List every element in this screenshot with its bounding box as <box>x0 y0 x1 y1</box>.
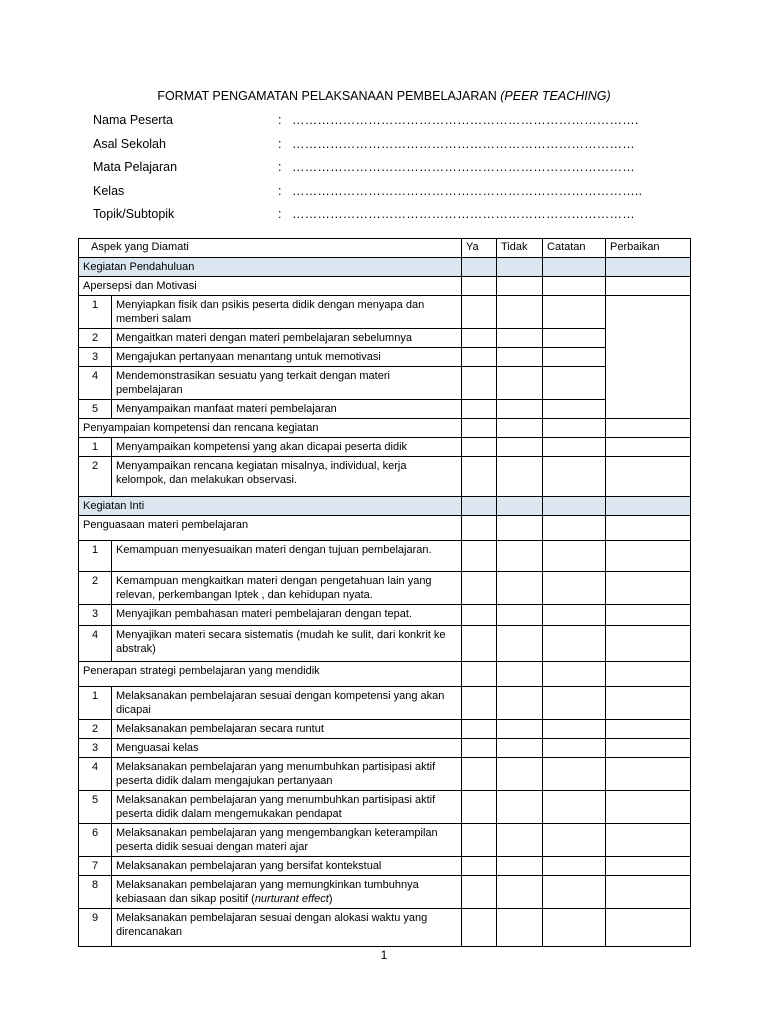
subsection-label: Apersepsi dan Motivasi <box>79 277 462 296</box>
identity-row-sekolah <box>93 135 653 159</box>
item-text: Melaksanakan pembelajaran sesuai dengan alokasi waktu yang direncanakan <box>112 909 462 947</box>
subsection-row <box>79 662 691 687</box>
title-main: FORMAT PENGAMATAN PELAKSANAAN PEMBELAJARAN <box>157 89 501 103</box>
ya-cell[interactable] <box>462 720 497 739</box>
tidak-cell[interactable] <box>497 258 543 277</box>
perbaikan-cell[interactable] <box>606 277 691 296</box>
table-row <box>79 791 691 824</box>
ya-cell[interactable] <box>462 876 497 909</box>
catatan-cell[interactable] <box>543 626 606 662</box>
catatan-cell[interactable] <box>543 457 606 497</box>
tidak-cell[interactable] <box>497 687 543 720</box>
tidak-cell[interactable] <box>497 329 543 348</box>
catatan-cell[interactable] <box>543 400 606 419</box>
identity-label: Mata Pelajaran <box>93 160 178 175</box>
table-header-row <box>79 239 691 258</box>
table-row <box>79 857 691 876</box>
catatan-cell[interactable] <box>543 720 606 739</box>
participant-identity-block <box>93 111 653 229</box>
identity-colon: : <box>278 160 282 175</box>
tidak-cell[interactable] <box>497 541 543 572</box>
perbaikan-cell[interactable] <box>606 605 691 626</box>
subsection-row <box>79 277 691 296</box>
identity-fill-line: ……………………………………………………………………… <box>292 136 635 151</box>
identity-row-topik <box>93 205 653 229</box>
subsection-label: Penguasaan materi pembelajaran <box>79 516 462 541</box>
perbaikan-cell[interactable] <box>606 516 691 541</box>
tidak-cell[interactable] <box>497 400 543 419</box>
section-label: Kegiatan Inti <box>79 497 462 516</box>
tidak-cell[interactable] <box>497 720 543 739</box>
ya-cell[interactable] <box>462 367 497 400</box>
ya-cell[interactable] <box>462 662 497 687</box>
perbaikan-cell[interactable] <box>606 857 691 876</box>
table-row <box>79 541 691 572</box>
tidak-cell[interactable] <box>497 419 543 438</box>
table-row <box>79 876 691 909</box>
item-number: 4 <box>79 626 112 662</box>
tidak-cell[interactable] <box>497 438 543 457</box>
perbaikan-cell[interactable] <box>606 626 691 662</box>
item-number: 8 <box>79 876 112 909</box>
item-text: Menguasai kelas <box>112 739 462 758</box>
header-perbaikan: Perbaikan <box>606 239 691 258</box>
item-text: Mengaitkan materi dengan materi pembelajaran sebelumnya <box>112 329 462 348</box>
header-ya: Ya <box>462 239 497 258</box>
item-text: Menyajikan pembahasan materi pembelajaran dengan tepat. <box>112 605 462 626</box>
catatan-cell[interactable] <box>543 419 606 438</box>
catatan-cell[interactable] <box>543 348 606 367</box>
ya-cell[interactable] <box>462 497 497 516</box>
item-number: 3 <box>79 348 112 367</box>
identity-colon: : <box>278 183 282 198</box>
catatan-cell[interactable] <box>543 572 606 605</box>
header-aspek: Aspek yang Diamati <box>79 239 462 258</box>
identity-colon: : <box>278 207 282 222</box>
ya-cell[interactable] <box>462 626 497 662</box>
tidak-cell[interactable] <box>497 909 543 947</box>
ya-cell[interactable] <box>462 438 497 457</box>
identity-colon: : <box>278 136 282 151</box>
subsection-label: Penerapan strategi pembelajaran yang mendidik <box>79 662 462 687</box>
section-row <box>79 497 691 516</box>
table-row <box>79 739 691 758</box>
table-row <box>79 758 691 791</box>
item-number: 7 <box>79 857 112 876</box>
perbaikan-cell[interactable] <box>606 720 691 739</box>
item-number: 5 <box>79 791 112 824</box>
table-row <box>79 457 691 497</box>
item-number: 1 <box>79 438 112 457</box>
perbaikan-cell[interactable] <box>606 419 691 438</box>
item-number: 2 <box>79 329 112 348</box>
item-text: Menyiapkan fisik dan psikis peserta didik dengan menyapa dan memberi salam <box>112 296 462 329</box>
tidak-cell[interactable] <box>497 791 543 824</box>
item-text-main: Melaksanakan pembelajaran yang memungkinkan tumbuhnya kebiasaan dan sikap positif ( <box>116 879 419 905</box>
perbaikan-cell[interactable] <box>606 739 691 758</box>
table-row <box>79 572 691 605</box>
ya-cell[interactable] <box>462 277 497 296</box>
subsection-row <box>79 419 691 438</box>
tidak-cell[interactable] <box>497 739 543 758</box>
item-text: Mendemonstrasikan sesuatu yang terkait dengan materi pembelajaran <box>112 367 462 400</box>
perbaikan-cell[interactable] <box>606 791 691 824</box>
identity-label: Topik/Subtopik <box>93 207 175 222</box>
item-text: Kemampuan mengkaitkan materi dengan pengetahuan lain yang relevan, perkembangan Iptek , dan kehidupan nyata. <box>112 572 462 605</box>
ya-cell[interactable] <box>462 687 497 720</box>
table-row <box>79 438 691 457</box>
table-row <box>79 329 691 348</box>
item-text: Melaksanakan pembelajaran yang bersifat kontekstual <box>112 857 462 876</box>
catatan-cell[interactable] <box>543 909 606 947</box>
section-row <box>79 258 691 277</box>
ya-cell[interactable] <box>462 739 497 758</box>
catatan-cell[interactable] <box>543 791 606 824</box>
item-number: 1 <box>79 296 112 329</box>
item-text: Melaksanakan pembelajaran yang menumbuhkan partisipasi aktif peserta didik dalam mengemukakan pendapat <box>112 791 462 824</box>
ya-cell[interactable] <box>462 400 497 419</box>
section-label: Kegiatan Pendahuluan <box>79 258 462 277</box>
item-text: Melaksanakan pembelajaran yang menumbuhkan partisipasi aktif peserta didik dalam mengajukan pertanyaan <box>112 758 462 791</box>
perbaikan-cell[interactable] <box>606 909 691 947</box>
table-row <box>79 296 691 329</box>
identity-row-mapel <box>93 158 653 182</box>
table-row <box>79 824 691 857</box>
perbaikan-cell[interactable] <box>606 824 691 857</box>
item-text: Melaksanakan pembelajaran yang mengembangkan keterampilan peserta didik sesuai dengan materi ajar <box>112 824 462 857</box>
ya-cell[interactable] <box>462 516 497 541</box>
tidak-cell[interactable] <box>497 662 543 687</box>
catatan-cell[interactable] <box>543 296 606 329</box>
item-text: Menyajikan materi secara sistematis (mudah ke sulit, dari konkrit ke abstrak) <box>112 626 462 662</box>
item-text: Melaksanakan pembelajaran sesuai dengan kompetensi yang akan dicapai <box>112 687 462 720</box>
item-text-italic: nurturant effect <box>254 893 329 905</box>
tidak-cell[interactable] <box>497 857 543 876</box>
perbaikan-cell[interactable] <box>606 687 691 720</box>
catatan-cell[interactable] <box>543 605 606 626</box>
identity-row-nama <box>93 111 653 135</box>
catatan-cell[interactable] <box>543 687 606 720</box>
ya-cell[interactable] <box>462 791 497 824</box>
identity-fill-line: ……………………………………………………………………… <box>292 207 635 222</box>
catatan-cell[interactable] <box>543 329 606 348</box>
identity-colon: : <box>278 113 282 127</box>
tidak-cell[interactable] <box>497 824 543 857</box>
tidak-cell[interactable] <box>497 497 543 516</box>
item-number: 3 <box>79 605 112 626</box>
tidak-cell[interactable] <box>497 457 543 497</box>
tidak-cell[interactable] <box>497 605 543 626</box>
identity-fill-line: ………………………………………………………………………. <box>292 113 639 127</box>
item-text: Menyampaikan kompetensi yang akan dicapai peserta didik <box>112 438 462 457</box>
perbaikan-cell[interactable] <box>606 497 691 516</box>
catatan-cell[interactable] <box>543 857 606 876</box>
tidak-cell[interactable] <box>497 277 543 296</box>
catatan-cell[interactable] <box>543 541 606 572</box>
item-number: 1 <box>79 687 112 720</box>
table-row <box>79 687 691 720</box>
catatan-cell[interactable] <box>543 497 606 516</box>
perbaikan-cell[interactable] <box>606 876 691 909</box>
tidak-cell[interactable] <box>497 758 543 791</box>
perbaikan-cell[interactable] <box>606 662 691 687</box>
item-text: Menyampaikan manfaat materi pembelajaran <box>112 400 462 419</box>
ya-cell[interactable] <box>462 541 497 572</box>
subsection-label: Penyampaian kompetensi dan rencana kegiatan <box>79 419 462 438</box>
tidak-cell[interactable] <box>497 348 543 367</box>
ya-cell[interactable] <box>462 909 497 947</box>
catatan-cell[interactable] <box>543 367 606 400</box>
item-text: Menyampaikan rencana kegiatan misalnya, individual, kerja kelompok, dan melakukan observasi. <box>112 457 462 497</box>
page-number: 1 <box>380 948 388 962</box>
identity-label: Asal Sekolah <box>93 136 166 151</box>
catatan-cell[interactable] <box>543 739 606 758</box>
identity-row-kelas <box>93 182 653 206</box>
header-tidak: Tidak <box>497 239 543 258</box>
catatan-cell[interactable] <box>543 662 606 687</box>
table-row <box>79 626 691 662</box>
tidak-cell[interactable] <box>497 296 543 329</box>
tidak-cell[interactable] <box>497 367 543 400</box>
ya-cell[interactable] <box>462 348 497 367</box>
perbaikan-cell[interactable] <box>606 457 691 497</box>
observation-table <box>78 238 691 947</box>
item-text: Mengajukan pertanyaan menantang untuk memotivasi <box>112 348 462 367</box>
perbaikan-cell[interactable] <box>606 296 691 419</box>
catatan-cell[interactable] <box>543 277 606 296</box>
tidak-cell[interactable] <box>497 876 543 909</box>
perbaikan-cell[interactable] <box>606 758 691 791</box>
ya-cell[interactable] <box>462 572 497 605</box>
identity-fill-line: ……………………………………………………………………… <box>292 160 635 175</box>
ya-cell[interactable] <box>462 296 497 329</box>
catatan-cell[interactable] <box>543 516 606 541</box>
perbaikan-cell[interactable] <box>606 541 691 572</box>
perbaikan-cell[interactable] <box>606 572 691 605</box>
title-italic: (PEER TEACHING) <box>500 89 611 103</box>
item-number: 2 <box>79 572 112 605</box>
catatan-cell[interactable] <box>543 824 606 857</box>
perbaikan-cell[interactable] <box>606 258 691 277</box>
item-text <box>112 876 462 909</box>
ya-cell[interactable] <box>462 758 497 791</box>
document-title <box>0 89 768 103</box>
item-number: 4 <box>79 758 112 791</box>
table-row <box>79 605 691 626</box>
catatan-cell[interactable] <box>543 258 606 277</box>
identity-label: Nama Peserta <box>93 113 173 127</box>
ya-cell[interactable] <box>462 419 497 438</box>
table-row <box>79 720 691 739</box>
ya-cell[interactable] <box>462 457 497 497</box>
item-text-tail: ) <box>328 893 333 905</box>
item-number: 5 <box>79 400 112 419</box>
ya-cell[interactable] <box>462 605 497 626</box>
item-number: 2 <box>79 457 112 497</box>
subsection-row <box>79 516 691 541</box>
table-row <box>79 909 691 947</box>
catatan-cell[interactable] <box>543 758 606 791</box>
ya-cell[interactable] <box>462 329 497 348</box>
ya-cell[interactable] <box>462 857 497 876</box>
catatan-cell[interactable] <box>543 438 606 457</box>
item-text: Kemampuan menyesuaikan materi dengan tujuan pembelajaran. <box>112 541 462 572</box>
perbaikan-cell[interactable] <box>606 438 691 457</box>
table-row <box>79 348 691 367</box>
identity-label: Kelas <box>93 183 125 198</box>
item-text: Melaksanakan pembelajaran secara runtut <box>112 720 462 739</box>
tidak-cell[interactable] <box>497 572 543 605</box>
item-number: 6 <box>79 824 112 857</box>
table-row <box>79 367 691 400</box>
ya-cell[interactable] <box>462 824 497 857</box>
table-row <box>79 400 691 419</box>
header-catatan: Catatan <box>543 239 606 258</box>
item-number: 3 <box>79 739 112 758</box>
identity-fill-line: ……………………………………………………………………….. <box>292 183 643 198</box>
item-number: 2 <box>79 720 112 739</box>
item-number: 4 <box>79 367 112 400</box>
item-number: 9 <box>79 909 112 947</box>
ya-cell[interactable] <box>462 258 497 277</box>
catatan-cell[interactable] <box>543 876 606 909</box>
tidak-cell[interactable] <box>497 516 543 541</box>
item-number: 1 <box>79 541 112 572</box>
tidak-cell[interactable] <box>497 626 543 662</box>
